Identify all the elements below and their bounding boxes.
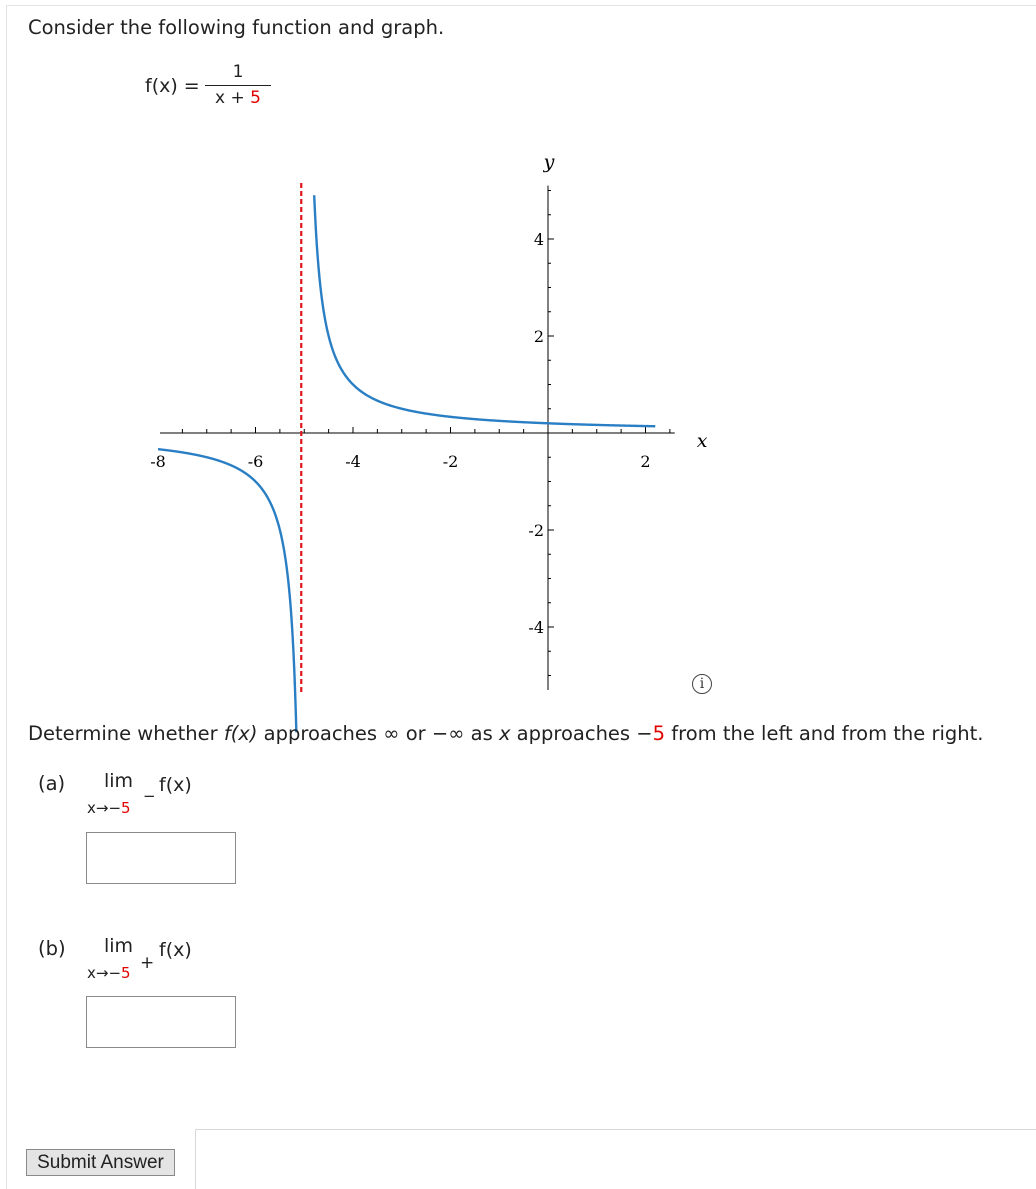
y-tick-label: 2: [533, 327, 544, 346]
question-fx: f(x): [223, 722, 258, 745]
part-a-answer-input[interactable]: [86, 832, 236, 884]
equals-sign: =: [183, 75, 200, 97]
fraction-numerator: 1: [232, 62, 244, 82]
part-a-sub-pre: x→−: [87, 799, 122, 817]
part-a-sub-value: 5: [121, 799, 131, 817]
part-b-lim: lim: [104, 935, 134, 957]
x-tick-label: -4: [345, 452, 361, 471]
question-mid1: approaches ∞ or −∞ as: [257, 722, 499, 745]
x-tick-label: -2: [442, 452, 459, 471]
part-a-limit-subscript: [87, 799, 131, 817]
curve-left-branch: [158, 449, 296, 732]
question-mid2: approaches −: [510, 722, 653, 745]
part-a-direction-sign: −: [143, 787, 156, 805]
y-tick-label: 4: [533, 230, 544, 249]
x-tick-label: -6: [247, 452, 264, 471]
part-b-label: (b): [38, 937, 66, 960]
part-b-sub-pre: x→−: [87, 964, 122, 982]
question-x: x: [498, 722, 511, 745]
denominator-variable: x +: [215, 88, 251, 108]
bottom-panel: [195, 1129, 1036, 1189]
question-pre: Determine whether: [28, 722, 224, 745]
part-a-lim: lim: [104, 770, 134, 792]
y-axis-label: y: [543, 151, 555, 173]
x-tick-label: -8: [150, 452, 166, 471]
question-post: from the left and from the right.: [665, 722, 984, 745]
info-icon[interactable]: i: [692, 674, 712, 694]
submit-answer-button[interactable]: Submit Answer: [26, 1149, 175, 1176]
y-tick-label: -2: [528, 521, 544, 540]
part-b-sub-value: 5: [121, 964, 131, 982]
curve-right-branch: [314, 195, 655, 426]
part-b-direction-sign: +: [140, 953, 155, 973]
part-b-limit-subscript: [87, 964, 131, 982]
part-b-function: f(x): [159, 939, 192, 961]
denominator-constant: 5: [250, 88, 261, 108]
function-name: f(x): [145, 75, 178, 97]
intro-text: Consider the following function and graph.: [28, 16, 445, 39]
part-a-function: f(x): [159, 774, 192, 796]
y-tick-label: -4: [528, 618, 544, 637]
question-text: [28, 722, 984, 745]
part-b-answer-input[interactable]: [86, 996, 236, 1048]
x-tick-label: 2: [640, 452, 651, 471]
part-a-label: (a): [38, 772, 66, 795]
question-value: 5: [652, 722, 666, 745]
x-axis-label: x: [696, 430, 708, 452]
